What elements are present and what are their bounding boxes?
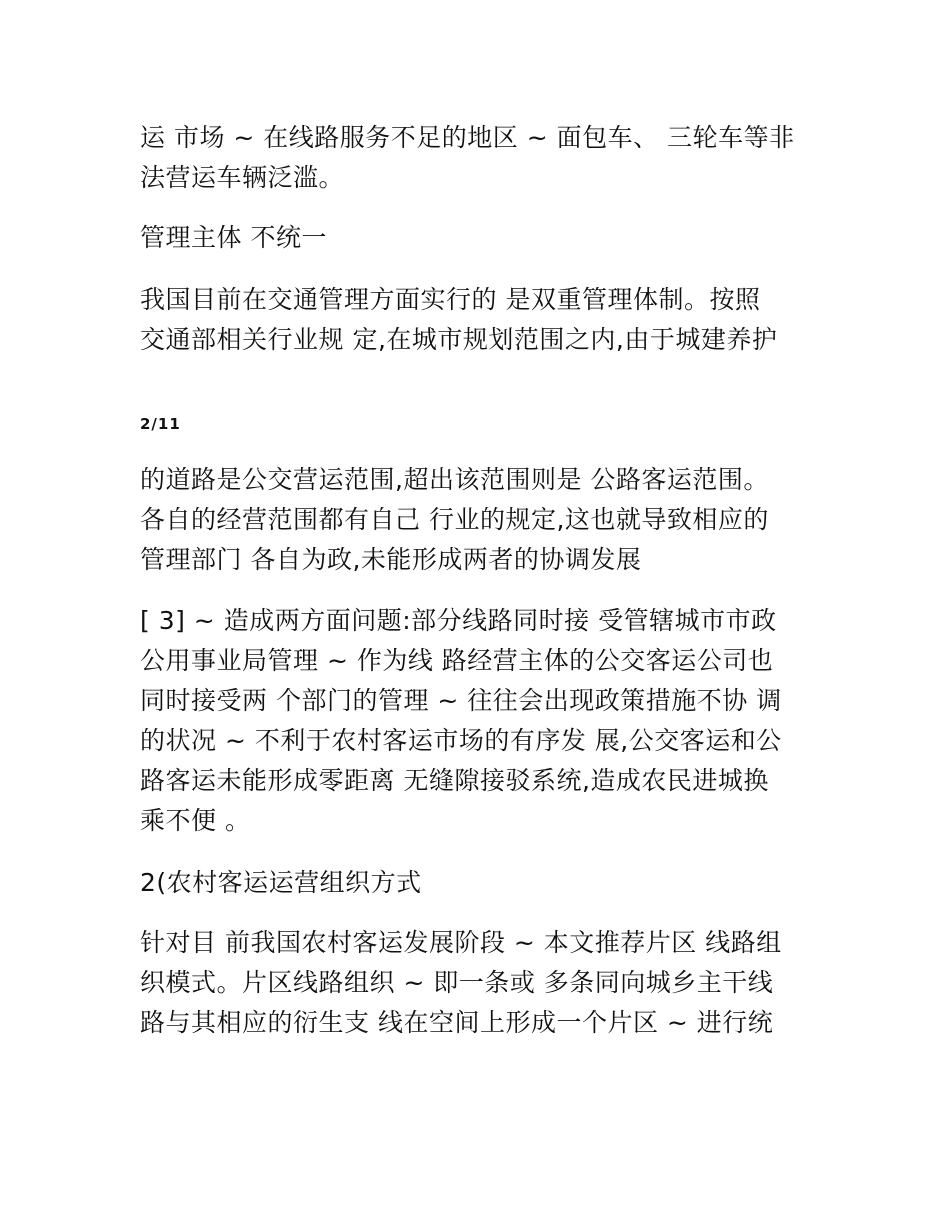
text-line: 公用事业局管理 ~ 作为线 路经营主体的公交客运公司也 [140, 646, 774, 675]
text-line: 路客运未能形成零距离 无缝隙接驳系统,造成农民进城换 [140, 766, 769, 795]
text-line: 各自的经营范围都有自己 行业的规定,这也就导致相应的 [140, 505, 769, 534]
text-line: 的道路是公交营运范围,超出该范围则是 公路客运范围。 [140, 465, 769, 494]
text-line: 同时接受两 个部门的管理 ~ 往往会出现政策措施不协 调 [140, 686, 782, 715]
paragraph-zone-routes [140, 923, 820, 1043]
text-line: 针对目 前我国农村客运发展阶段 ~ 本文推荐片区 线路组 [140, 928, 782, 957]
text-line: 织模式。片区线路组织 ~ 即一条或 多条同向城乡主干线 [140, 968, 774, 997]
text-line: [ 3] ~ 造成两方面问题:部分线路同时接 受管辖城市市政 [140, 606, 777, 635]
section-heading-management [140, 218, 820, 258]
page-number: 2/11 [140, 415, 181, 433]
text-line: 路与其相应的衍生支 线在空间上形成一个片区 ~ 进行统 [140, 1008, 774, 1037]
paragraph-dual-management [140, 280, 820, 360]
paragraph-two-problems [140, 601, 820, 841]
text-line: 的状况 ~ 不利于农村客运市场的有序发 展,公交客运和公 [140, 726, 782, 755]
paragraph-illegal-vehicles [140, 118, 820, 198]
text-line: 管理主体 不统一 [140, 223, 327, 252]
text-line: 交通部相关行业规 定,在城市规划范围之内,由于城建养护 [140, 325, 778, 354]
paragraph-operating-scope [140, 460, 820, 580]
section-heading-organization [140, 863, 820, 903]
text-line: 管理部门 各自为政,未能形成两者的协调发展 [140, 545, 642, 574]
text-line: 法营运车辆泛滥。 [140, 163, 345, 192]
text-line: 我国目前在交通管理方面实行的 是双重管理体制。按照 [140, 285, 761, 314]
text-line: 运 市场 ~ 在线路服务不足的地区 ~ 面包车、 三轮车等非 [140, 123, 795, 152]
text-line: 乘不便 。 [140, 806, 251, 835]
text-line: 2(农村客运运营组织方式 [140, 868, 422, 897]
